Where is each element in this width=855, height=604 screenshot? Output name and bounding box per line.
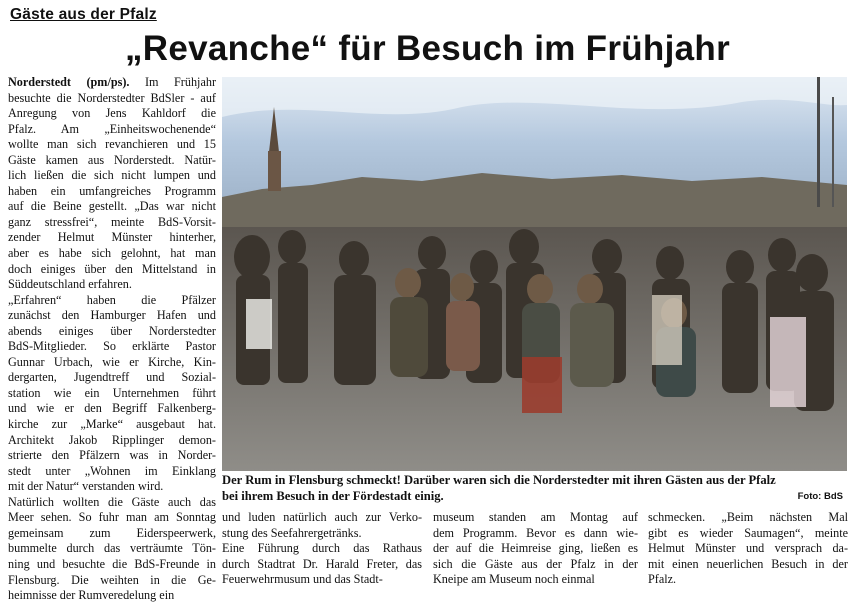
article-line (8, 75, 216, 91)
article-line (8, 495, 216, 511)
article-line (8, 215, 216, 231)
article-text: Pfalz. (648, 572, 677, 587)
dateline: Norderstedt (pm/ps). (8, 75, 130, 89)
article-text: gibt es wieder Saumagen“, meinte (648, 525, 848, 540)
article-text: und wie er den Begriff Falkenberg- (8, 401, 216, 416)
article-line (8, 106, 216, 122)
article-text: station wie ein Unternehmen führt (8, 385, 216, 400)
article-line (8, 510, 216, 526)
article-line (433, 572, 638, 588)
article-line (8, 293, 216, 309)
article-text: Pfalz. Am „Einheitswochenende“ (8, 121, 216, 136)
article-line (8, 339, 216, 355)
caption-line-2-text: bei ihrem Besuch in der Fördestadt einig. (222, 488, 444, 503)
article-text: bummelte durch das verträumte Tön- (8, 541, 216, 556)
article-line (8, 122, 216, 138)
article-line (222, 541, 422, 557)
article-text: sich die Gäste aus der Pfalz in der (433, 556, 638, 571)
article-text: Gäste kamen aus Norderstedt. Natür- (8, 152, 216, 167)
photo-caption (222, 473, 847, 504)
article-column-1 (8, 75, 216, 603)
article-line (222, 557, 422, 573)
article-text: doch einiges über den Mittelstand in (8, 261, 216, 276)
article-column-3 (433, 510, 638, 594)
article-text: museum standen am Montag auf (433, 510, 638, 524)
article-line (648, 526, 848, 542)
article-text: der auf die Heimreise ging, ließen es (433, 541, 638, 556)
article-text: Süddeutschland erfahren. (8, 277, 132, 292)
article-line (8, 417, 216, 433)
article-line (8, 277, 216, 293)
article-text: Kneipe am Museum noch einmal (433, 572, 595, 587)
article-text: Eine Führung durch das Rathaus (222, 541, 422, 556)
article-line (8, 168, 216, 184)
article-text: ning und besuchte die BdS-Freunde in (8, 556, 216, 571)
article-text: heimnisse der Rumveredelung ein (8, 588, 175, 603)
article-text: Meer sehen. So fuhr man am Sonntag (8, 510, 216, 525)
article-line (8, 153, 216, 169)
article-line (648, 557, 848, 573)
article-text: abends einiges über Norderstedter (8, 323, 216, 338)
article-text: Helmut Münster und versprach da- (648, 541, 848, 556)
article-text: stung des Seefahrergetränks. (222, 525, 362, 540)
article-text: dem Programm. Bevor es dann wie- (433, 525, 638, 540)
group-photo-illustration (222, 77, 847, 471)
article-text: Flensburg. Die weihten in die Ge- (8, 572, 216, 587)
article-text: durch Stadtrat Dr. Harald Freter, das (222, 556, 422, 571)
article-line (8, 557, 216, 573)
article-text: besuchte die Norderstedter BdSler - auf (8, 90, 216, 105)
article-line (648, 541, 848, 557)
article-line (8, 448, 216, 464)
article-text: gemeinsam zum Eiderspeerwerk, (8, 525, 216, 540)
article-text: haben ein umfangreiches Programm (8, 183, 216, 198)
article-text: stedt unter „Wohnen im Einklang (8, 463, 216, 478)
article-line (8, 479, 216, 495)
article-line (8, 588, 216, 604)
photo-credit: Foto: BdS (797, 490, 843, 502)
article-text: schmecken. „Beim nächsten Mal (648, 510, 848, 524)
article-line (8, 386, 216, 402)
article-line (8, 308, 216, 324)
article-text: aber es habe sich gelohnt, hat man (8, 246, 216, 261)
article-line (222, 510, 422, 526)
article-line (433, 510, 638, 526)
headline: „Revanche“ für Besuch im Frühjahr (124, 29, 731, 68)
article-line (433, 526, 638, 542)
article-text: zunächst den Hamburger Hafen und (8, 308, 216, 323)
article-line (222, 526, 422, 542)
article-column-2 (222, 510, 422, 594)
article-line (8, 370, 216, 386)
article-text: dergarten, Jugendtreff und Sozial- (8, 370, 216, 385)
article-line (8, 184, 216, 200)
article-line (433, 541, 638, 557)
article-text: „Erfahren“ haben die Pfälzer (8, 292, 216, 307)
article-line (8, 262, 216, 278)
caption-line-2 (222, 489, 847, 505)
article-line (433, 557, 638, 573)
article-text: zender Helmut Münster hinterher, (8, 230, 216, 245)
article-text: Architekt Jakob Ripplinger demon- (8, 432, 216, 447)
article-line (8, 199, 216, 215)
article-text: und luden natürlich auch zur Verko- (222, 510, 422, 524)
article-text: kirche zur „Marke“ ausgebaut hat. (8, 417, 216, 432)
article-line (8, 573, 216, 589)
article-line (8, 230, 216, 246)
article-text: Gunnar Urbach, wie er Kirche, Kin- (8, 354, 216, 369)
article-text: auf die Beine gestellt. „Das war nicht (8, 199, 216, 214)
article-text: Feuerwehrmusum und das Stadt- (222, 572, 383, 587)
article-line (8, 433, 216, 449)
article-text: Natürlich wollten die Gäste auch das (8, 494, 216, 509)
group-photo (222, 77, 847, 471)
article-text: mit einen neuerlichen Besuch in der (648, 556, 848, 571)
article-line (8, 246, 216, 262)
article-text: mit der Natur“ verstanden wird. (8, 479, 164, 494)
article-text: Anregung von Jens Kahldorf die (8, 106, 216, 121)
article-column-4 (648, 510, 848, 594)
article-text: BdS-Mitglieder. So erklärte Pastor (8, 339, 216, 354)
article-line (8, 355, 216, 371)
article-line (648, 572, 848, 588)
section-kicker: Gäste aus der Pfalz (10, 6, 157, 23)
caption-line-1: Der Rum in Flensburg schmeckt! Darüber waren sich die Norderstedter mit ihren Gästen aus der Pfalz (222, 473, 776, 487)
article-line (8, 464, 216, 480)
article-text: Im Frühjahr (129, 75, 216, 89)
article-line (8, 541, 216, 557)
article-line (648, 510, 848, 526)
article-line (8, 526, 216, 542)
article-line (8, 324, 216, 340)
article-line (8, 91, 216, 107)
article-line (8, 401, 216, 417)
article-text: ganz stressfrei“, meinte BdS-Vorsit- (8, 214, 216, 229)
article-text: lich ließen die sich nicht lumpen und (8, 168, 216, 183)
article-line (222, 572, 422, 588)
article-text: strierte den Pfälzern was in Norder- (8, 448, 216, 463)
article-line (8, 137, 216, 153)
article-text: wollte man sich revanchieren und 15 (8, 137, 216, 152)
